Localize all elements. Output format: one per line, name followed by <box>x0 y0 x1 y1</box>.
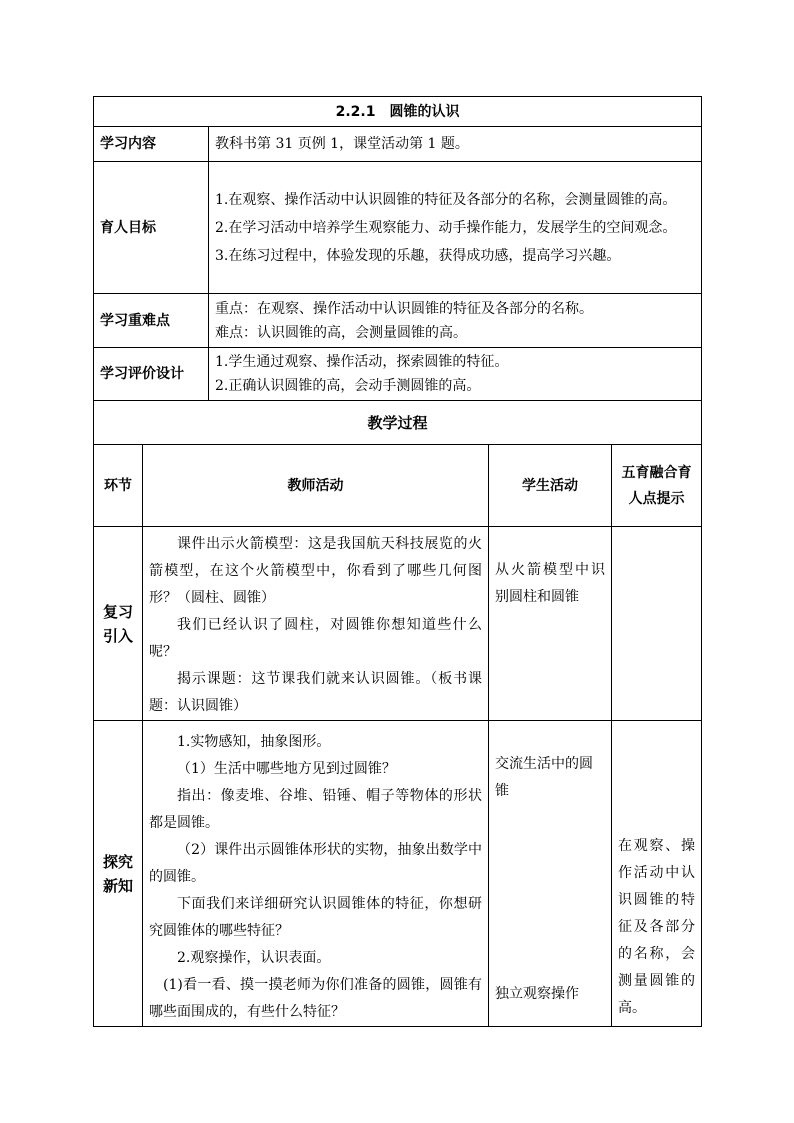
learning-content-line: 教科书第 31 页例 1，课堂活动第 1 题。 <box>215 136 469 152</box>
teacher-explore-para-4: （2）课件出示圆锥体形状的实物，抽象出数学中的圆锥。 <box>149 842 482 885</box>
header-student-activity: 学生活动 <box>489 445 612 527</box>
stage-review-intro-label: 复习引入 <box>103 602 134 645</box>
evaluation-line-1: 1.学生通过观察、操作活动，探索圆锥的特征。 <box>215 354 509 370</box>
student-explore-para-2: 独立观察操作 <box>495 986 579 1002</box>
student-review-para: 从火箭模型中识别圆柱和圆锥 <box>495 562 605 605</box>
evaluation-line-2: 2.正确认识圆锥的高，会动手测圆锥的高。 <box>215 378 481 394</box>
teacher-explore-para-6: 2.观察操作，认识表面。 <box>177 950 331 966</box>
student-activity-explore <box>489 721 612 1027</box>
label-education-goals: 育人目标 <box>94 162 209 294</box>
five-education-explore-text: 在观察、操作活动中认识圆锥的特征及各部分的名称，会测量圆锥的高。 <box>618 838 696 1016</box>
student-explore-para-1: 交流生活中的圆锥 <box>495 756 593 799</box>
teacher-review-para-2: 我们已经认识了圆柱，对圆锥你想知道些什么呢？ <box>149 617 482 660</box>
stage-explore-new-label: 探究新知 <box>103 852 134 895</box>
key-point-line: 重点：在观察、操作活动中认识圆锥的特征及各部分的名称。 <box>215 300 593 317</box>
teacher-activity-review <box>143 527 489 721</box>
evaluation-design-value <box>209 348 702 401</box>
header-stage: 环节 <box>94 445 143 527</box>
teacher-explore-para-1: 1.实物感知，抽象图形。 <box>177 734 331 750</box>
difficult-point-line: 难点：认识圆锥的高，会测量圆锥的高。 <box>215 324 467 341</box>
teacher-activity-explore <box>143 721 489 1027</box>
header-teacher-activity: 教师活动 <box>143 445 489 527</box>
label-key-difficult: 学习重难点 <box>94 294 209 348</box>
teacher-explore-para-7: (1)看一看、摸一摸老师为你们准备的圆锥，圆锥有哪些面围成的，有些什么特征？ <box>149 977 482 1020</box>
process-title: 教学过程 <box>94 401 702 445</box>
label-evaluation-design: 学习评价设计 <box>94 348 209 401</box>
lesson-plan-table <box>93 96 702 1027</box>
goal-line-3: 3.在练习过程中，体验发现的乐趣，获得成功感，提高学习兴趣。 <box>215 247 621 264</box>
header-five-education: 五育融合育人点提示 <box>612 445 702 527</box>
key-difficult-value <box>209 294 702 348</box>
teacher-review-para-1: 课件出示火箭模型：这是我国航天科技展览的火箭模型，在这个火箭模型中，你看到了哪些几何图形？（圆柱、圆锥） <box>149 536 482 606</box>
education-goals-value <box>209 162 702 294</box>
goal-line-1: 1.在观察、操作活动中认识圆锥的特征及各部分的名称，会测量圆锥的高。 <box>215 191 677 208</box>
learning-content-value <box>209 127 702 162</box>
five-education-explore <box>612 721 702 1027</box>
teacher-explore-para-3: 指出：像麦堆、谷堆、铅锤、帽子等物体的形状都是圆锥。 <box>149 788 482 831</box>
teacher-review-para-3: 揭示课题：这节课我们就来认识圆锥。（板书课题：认识圆锥） <box>149 671 482 714</box>
student-activity-review <box>489 527 612 721</box>
stage-explore-new <box>94 721 143 1027</box>
lesson-title: 2.2.1 圆锥的认识 <box>94 97 702 127</box>
five-education-review <box>612 527 702 721</box>
stage-review-intro <box>94 527 143 721</box>
goal-line-2: 2.在学习活动中培养学生观察能力、动手操作能力，发展学生的空间观念。 <box>215 219 677 236</box>
teacher-explore-para-2: （1）生活中哪些地方见到过圆锥？ <box>177 761 396 777</box>
label-learning-content: 学习内容 <box>94 127 209 162</box>
teacher-explore-para-5: 下面我们来详细研究认识圆锥体的特征，你想研究圆锥体的哪些特征？ <box>149 896 482 939</box>
